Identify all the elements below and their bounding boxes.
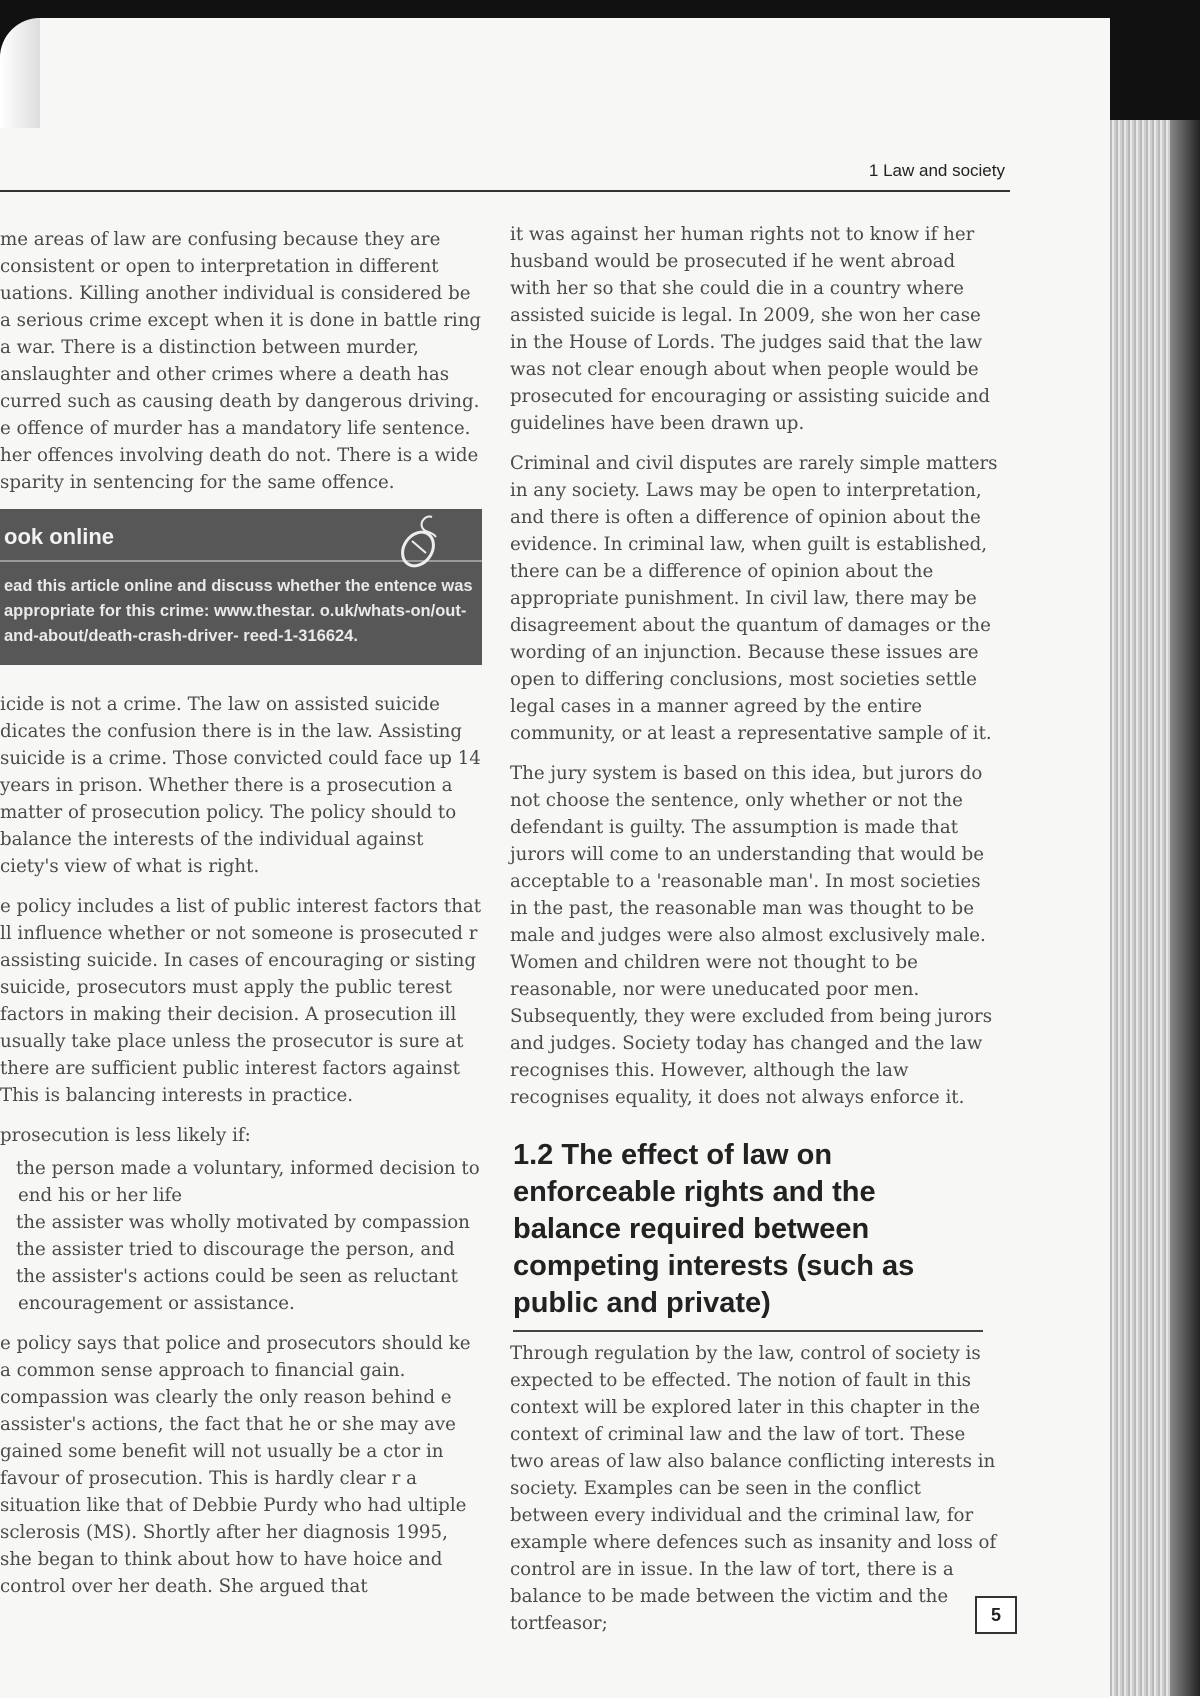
section-heading: 1.2 The effect of law on enforceable rights and the balance required between competing interests (such as public and private) <box>513 1137 983 1332</box>
paragraph: me areas of law are confusing because they are consistent or open to interpretation in different uations. Killing another individual is considered be a serious crime except when it is done in battle ring a war. There is a distinction between murder, anslaughter and other crimes where a death has curred such as causing death by dangerous driving. e offence of murder has a mandatory life sentence. her offences involving death do not. There is a wide sparity in sentencing for the same offence. <box>0 229 482 493</box>
page-number: 5 <box>975 1596 1017 1634</box>
list-item: the assister tried to discourage the person, and <box>16 1239 455 1260</box>
paragraph: e policy includes a list of public interest factors that ll influence whether or not someone is prosecuted r assisting suicide. In cases of encouraging or sisting suicide, prosecutors must apply the public terest factors in making their decision. A prosecution ill usually take place unless the prosecutor is sure at there are sufficient public interest factors against This is balancing interests in practice. <box>0 896 482 1106</box>
paragraph: The jury system is based on this idea, but jurors do not choose the sentence, only whether or not the defendant is guilty. The assumption is made that jurors will come to an understanding that would be acceptable to a 'reasonable man'. In most societies in the past, the reasonable man was thought to be male and judges were also almost exclusively male. Women and children were not thought to be reasonable, nor were uneducated poor men. Subsequently, they were excluded from being jurors and judges. Society today has changed and the law recognises this. However, although the law recognises equality, it does not always enforce it. <box>510 763 993 1108</box>
paragraph: Criminal and civil disputes are rarely simple matters in any society. Laws may be open to interpretation, and there is often a difference of opinion about the evidence. In criminal law, when guilt is established, there can be a difference of opinion about the appropriate punishment. In civil law, there may be disagreement about the quantum of damages or the wording of an injunction. Because these issues are open to differing conclusions, most societies settle legal cases in a manner agreed by the entire community, or at least a representative sample of it. <box>510 453 998 744</box>
look-online-title: ook online <box>0 509 482 562</box>
bullet-list <box>0 1155 482 1317</box>
paragraph: prosecution is less likely if: <box>0 1125 251 1146</box>
list-item: the person made a voluntary, informed decision to end his or her life <box>16 1158 480 1206</box>
paragraph: it was against her human rights not to know if her husband would be prosecuted if he went abroad with her so that she could die in a country where assisted suicide is legal. In 2009, she won her case in the House of Lords. The judges said that the law was not clear enough about when people would be prosecuted for encouraging or assisting suicide and guidelines have been drawn up. <box>510 224 990 434</box>
list-item: the assister was wholly motivated by compassion <box>16 1212 470 1233</box>
look-online-body: ead this article online and discuss whether the entence was appropriate for this crime: www.thestar. o.uk/whats-on/out-and-about/death-crash-driver- reed-1-316624. <box>4 577 473 645</box>
paragraph: e policy says that police and prosecutors should ke a common sense approach to financial gain. compassion was clearly the only reason behind e assister's actions, the fact that he or she may ave gained some benefit will not usually be a ctor in favour of prosecution. This is hardly clear r a situation like that of Debbie Purdy who had ultiple sclerosis (MS). Shortly after her diagnosis 1995, she began to think about how to have hoice and control over her death. She argued that <box>0 1333 471 1597</box>
right-column <box>510 221 998 1650</box>
chapter-header: 1 Law and society <box>868 161 1005 180</box>
list-item: the assister's actions could be seen as reluctant encouragement or assistance. <box>16 1266 458 1314</box>
header-rule <box>0 190 1010 192</box>
paragraph: Through regulation by the law, control of society is expected to be effected. The notion of fault in this context will be explored later in this chapter in the context of criminal law and the law of tort. These two areas of law also balance conflicting interests in society. Examples can be seen in the conflict between every individual and the criminal law, for example where defences such as insanity and loss of control are in issue. In the law of tort, there is a balance to be made between the victim and the tortfeasor; <box>510 1343 997 1634</box>
left-column <box>0 226 482 1613</box>
look-online-box <box>0 509 482 665</box>
page-corner-curl <box>0 18 40 128</box>
computer-mouse-icon <box>392 513 452 569</box>
book-spine-shadow <box>1170 120 1200 1696</box>
paragraph: icide is not a crime. The law on assisted suicide dicates the confusion there is in the law. Assisting suicide is a crime. Those convicted could face up 14 years in prison. Whether there is a prosecution a matter of prosecution policy. The policy should to balance the interests of the individual against ciety's view of what is right. <box>0 694 481 877</box>
